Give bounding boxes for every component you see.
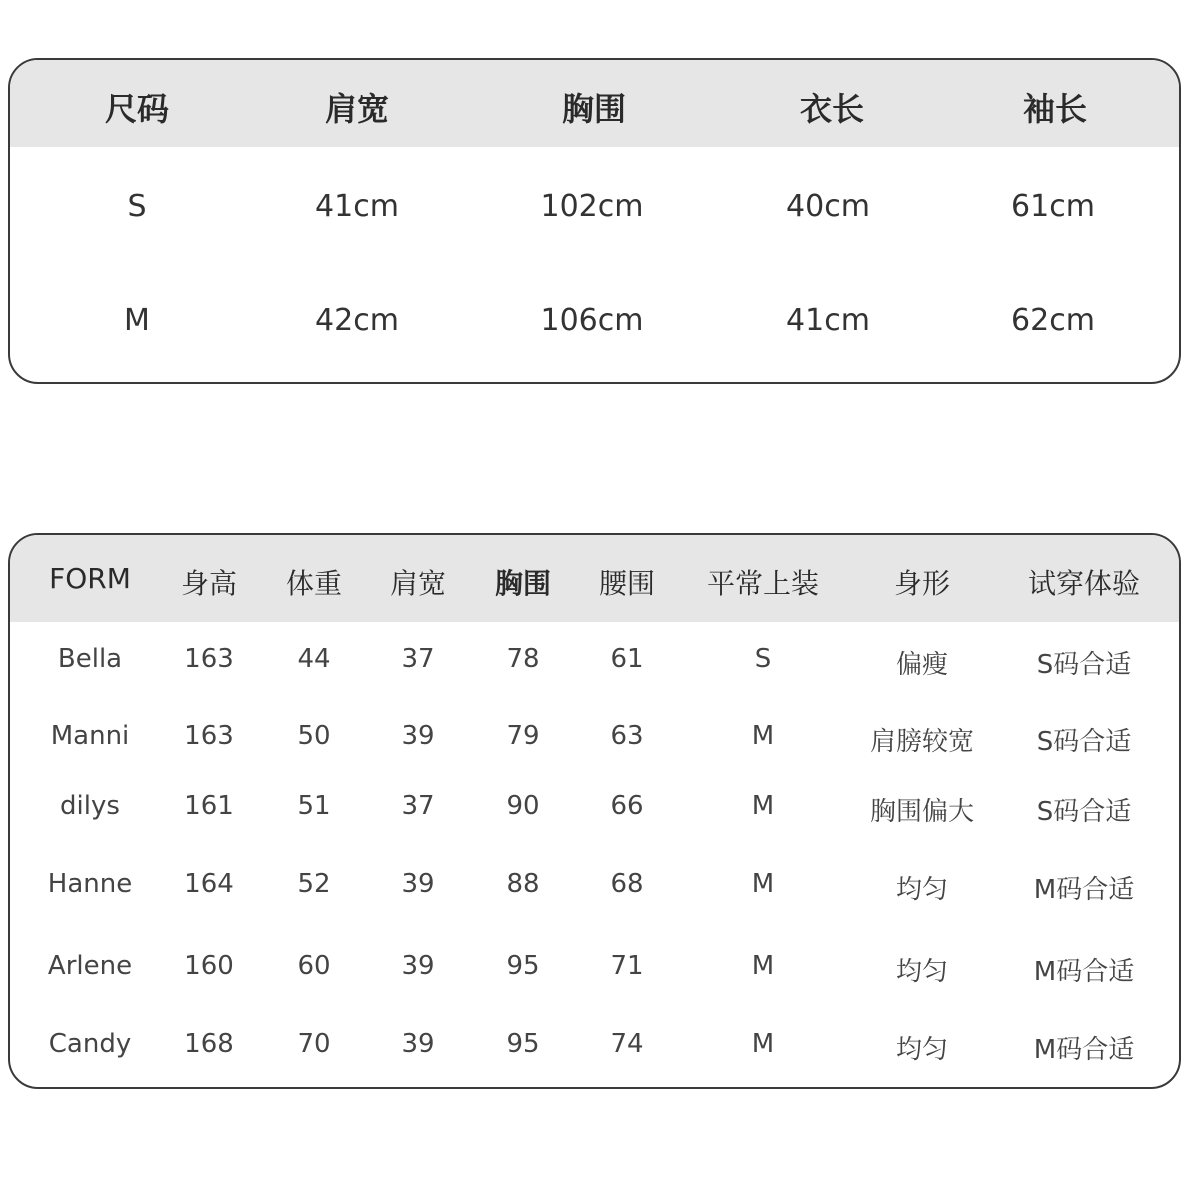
table-row (10, 791, 1179, 827)
cell-bust: 106cm (540, 303, 644, 338)
cell-height: 161 (184, 791, 234, 821)
table-row (10, 303, 1179, 343)
cell-length: 40cm (786, 189, 870, 224)
cell-bust: 88 (506, 869, 540, 899)
cell-size: M (124, 303, 150, 338)
cell-waist: 74 (610, 1029, 644, 1059)
cell-waist: 63 (610, 721, 644, 751)
cell-body-shape: 均匀 (895, 957, 949, 987)
header-usual-top-size: 平常上装 (706, 567, 820, 600)
cell-fit-experience: S码合适 (1036, 650, 1132, 680)
cell-usual-top-size: S (754, 644, 772, 674)
cell-length: 41cm (786, 303, 870, 338)
cell-usual-top-size: M (751, 951, 775, 981)
cell-height: 168 (184, 1029, 234, 1059)
cell-height: 163 (184, 721, 234, 751)
header-bust: 胸围 (561, 90, 627, 128)
cell-fit-experience: S码合适 (1036, 797, 1132, 827)
cell-fit-experience: M码合适 (1033, 957, 1135, 987)
cell-usual-top-size: M (751, 791, 775, 821)
cell-shoulder-width: 37 (401, 644, 435, 674)
cell-waist: 61 (610, 644, 644, 674)
cell-shoulder-width: 39 (401, 869, 435, 899)
header-bust: 胸围 (494, 567, 552, 600)
cell-body-shape: 胸围偏大 (869, 797, 975, 827)
cell-bust: 102cm (540, 189, 644, 224)
cell-fit-experience: M码合适 (1033, 1035, 1135, 1065)
cell-usual-top-size: M (751, 1029, 775, 1059)
cell-shoulder-width: 39 (401, 721, 435, 751)
cell-shoulder-width: 42cm (315, 303, 399, 338)
header-shoulder-width: 肩宽 (324, 90, 390, 128)
cell-height: 164 (184, 869, 234, 899)
cell-body-shape: 偏瘦 (895, 650, 949, 680)
cell-shoulder-width: 37 (401, 791, 435, 821)
cell-waist: 68 (610, 869, 644, 899)
size-chart-table (8, 58, 1181, 384)
header-waist: 腰围 (598, 567, 656, 600)
model-fit-table (8, 533, 1181, 1089)
header-height: 身高 (180, 567, 238, 600)
cell-form: Manni (50, 721, 130, 751)
cell-waist: 66 (610, 791, 644, 821)
cell-form: Candy (48, 1029, 132, 1059)
cell-weight: 60 (297, 951, 331, 981)
cell-body-shape: 均匀 (895, 1035, 949, 1065)
cell-bust: 95 (506, 1029, 540, 1059)
cell-height: 160 (184, 951, 234, 981)
table-row (10, 951, 1179, 987)
cell-form: Bella (57, 644, 123, 674)
table-row (10, 189, 1179, 229)
table-row (10, 721, 1179, 757)
cell-bust: 79 (506, 721, 540, 751)
header-shoulder-width: 肩宽 (389, 567, 447, 600)
header-length: 衣长 (799, 90, 865, 128)
cell-sleeve-length: 61cm (1011, 189, 1095, 224)
cell-bust: 90 (506, 791, 540, 821)
table-row (10, 644, 1179, 680)
cell-fit-experience: S码合适 (1036, 727, 1132, 757)
cell-shoulder-width: 41cm (315, 189, 399, 224)
header-fit-experience: 试穿体验 (1027, 567, 1141, 600)
cell-weight: 44 (297, 644, 331, 674)
header-body-shape: 身形 (893, 567, 951, 600)
table-row (10, 869, 1179, 905)
cell-bust: 78 (506, 644, 540, 674)
cell-form: dilys (60, 791, 120, 821)
cell-height: 163 (184, 644, 234, 674)
table-row (10, 1029, 1179, 1065)
cell-shoulder-width: 39 (401, 1029, 435, 1059)
cell-body-shape: 肩膀较宽 (869, 727, 975, 757)
header-weight: 体重 (285, 567, 343, 600)
cell-weight: 70 (297, 1029, 331, 1059)
cell-weight: 51 (297, 791, 331, 821)
cell-fit-experience: M码合适 (1033, 875, 1135, 905)
size-chart-header (10, 60, 1179, 147)
header-form: FORM (49, 562, 131, 595)
cell-body-shape: 均匀 (895, 875, 949, 905)
cell-weight: 52 (297, 869, 331, 899)
cell-waist: 71 (610, 951, 644, 981)
cell-form: Arlene (47, 951, 133, 981)
cell-size: S (127, 189, 147, 224)
model-fit-header (10, 535, 1179, 622)
cell-usual-top-size: M (751, 721, 775, 751)
cell-sleeve-length: 62cm (1011, 303, 1095, 338)
header-sleeve-length: 袖长 (1022, 90, 1088, 128)
cell-usual-top-size: M (751, 869, 775, 899)
cell-shoulder-width: 39 (401, 951, 435, 981)
cell-form: Hanne (47, 869, 133, 899)
header-size: 尺码 (104, 90, 170, 128)
cell-weight: 50 (297, 721, 331, 751)
cell-bust: 95 (506, 951, 540, 981)
